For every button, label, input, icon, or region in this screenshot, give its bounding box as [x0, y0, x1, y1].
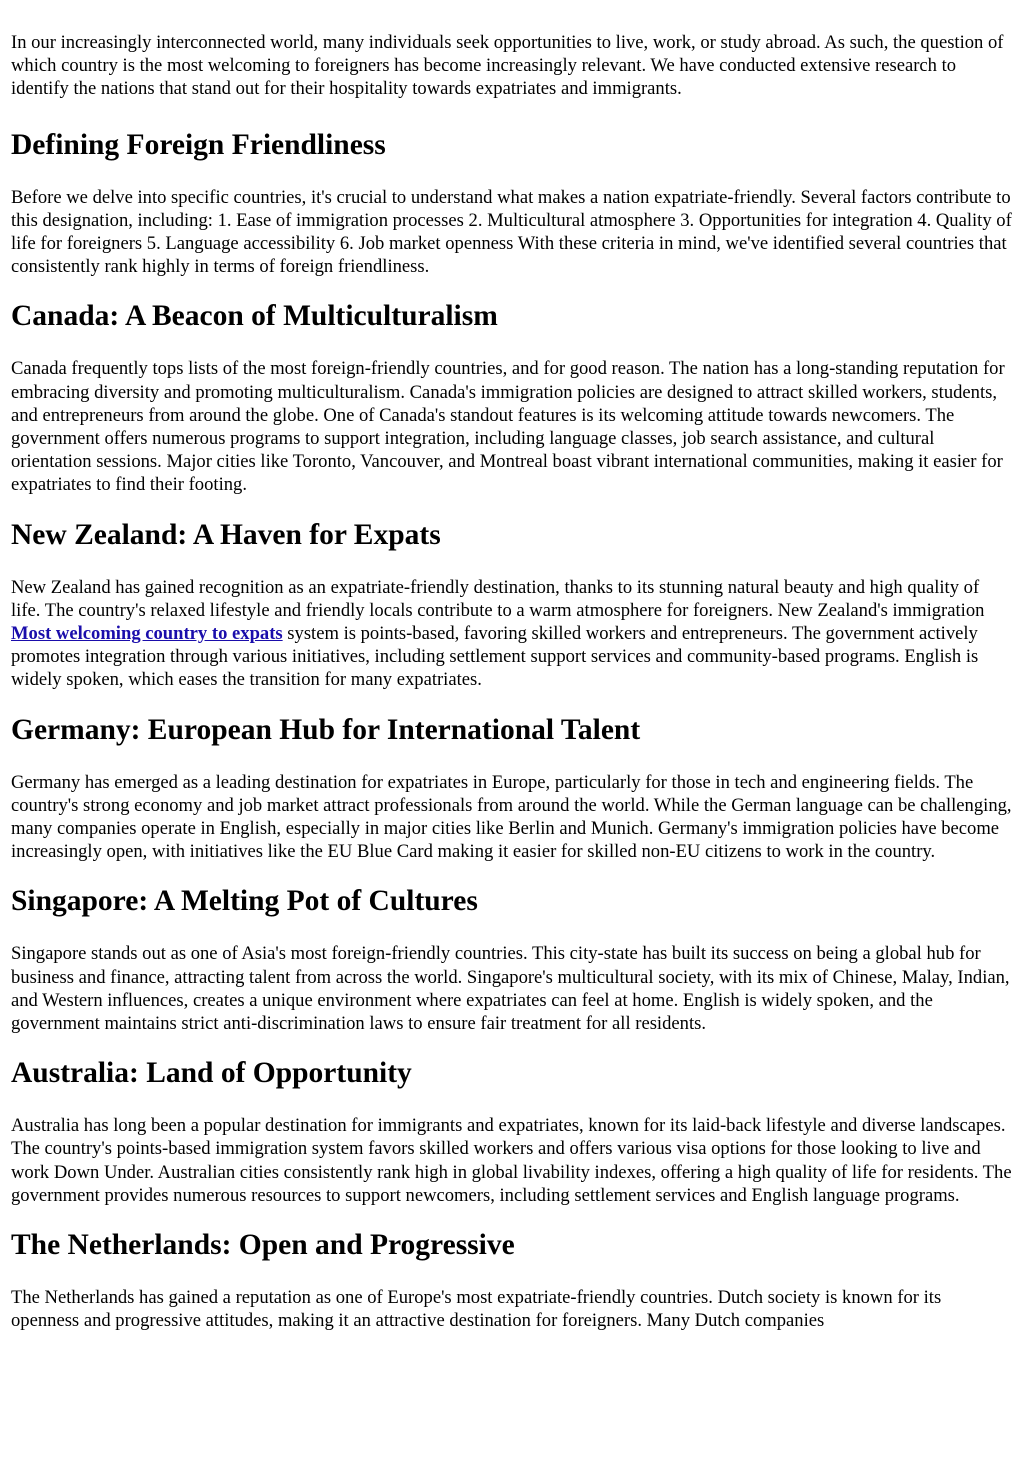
section-heading: Singapore: A Melting Pot of Cultures	[11, 885, 478, 918]
section-heading: Australia: Land of Opportunity	[11, 1057, 412, 1090]
section-body: Canada frequently tops lists of the most foreign-friendly countries, and for good reason. The nation has a long-standing reputation for embracing diversity and promoting multiculturalism. Canada's immigration policies are designed to attract skilled workers, students, and entrepreneurs from around the globe. One of Canada's standout features is its welcoming attitude towards newcomers. The government offers numerous programs to support integration, including language classes, job search assistance, and cultural orientation sessions. Major cities like Toronto, Vancouver, and Montreal boast vibrant international communities, making it easier for expatriates to find their footing.	[11, 358, 1005, 496]
section-body	[11, 576, 1013, 692]
section-heading: Defining Foreign Friendliness	[11, 128, 386, 161]
section-heading: Canada: A Beacon of Multiculturalism	[11, 300, 498, 333]
article	[0, 31, 1024, 1333]
section-netherlands	[11, 1228, 1013, 1332]
inline-article-link[interactable]: Most welcoming country to expats	[11, 623, 283, 645]
section-body: Germany has emerged as a leading destination for expatriates in Europe, particularly for those in tech and engineering fields. The country's strong economy and job market attract professionals from around the world. While the German language can be challenging, many companies operate in English, especially in major cities like Berlin and Munich. Germany's immigration policies have become increasingly open, with initiatives like the EU Blue Card making it easier for skilled non-EU citizens to work in the country.	[11, 771, 1012, 863]
section-germany	[11, 713, 1013, 864]
section-canada	[11, 299, 1013, 496]
section-heading: New Zealand: A Haven for Expats	[11, 518, 441, 551]
section-body: The Netherlands has gained a reputation as one of Europe's most expatriate-friendly countries. Dutch society is known for its openness and progressive attitudes, making it an attractive destination for foreigners. Many Dutch companies	[11, 1287, 942, 1332]
section-heading: The Netherlands: Open and Progressive	[11, 1229, 515, 1262]
section-body: Before we delve into specific countries, it's crucial to understand what makes a nation expatriate-friendly. Several factors contribute to this designation, including: 1. Ease of immigration processes 2. Multicultural atmosphere 3. Opportunities for integration 4. Quality of life for foreigners 5. Language accessibility 6. Job market openness With these criteria in mind, we've identified several countries that consistently rank highly in terms of foreign friendliness.	[11, 186, 1012, 278]
section-defining	[11, 128, 1013, 279]
section-australia	[11, 1056, 1013, 1207]
section-body: Australia has long been a popular destination for immigrants and expatriates, known for its laid-back lifestyle and diverse landscapes. The country's points-based immigration system favors skilled workers and offers various visa options for those looking to live and work Down Under. Australian cities consistently rank high in global livability indexes, offering a high quality of life for residents. The government provides numerous resources to support newcomers, including settlement services and English language programs.	[11, 1115, 1012, 1206]
section-heading: Germany: European Hub for International Talent	[11, 713, 641, 746]
section-body: Singapore stands out as one of Asia's most foreign-friendly countries. This city-state has built its success on being a global hub for business and finance, attracting talent from across the world. Singapore's multicultural society, with its mix of Chinese, Malay, Indian, and Western influences, creates a unique environment where expatriates can feel at home. English is widely spoken, and the government maintains strict anti-discrimination laws to ensure fair treatment for all residents.	[11, 943, 1010, 1035]
intro-paragraph: In our increasingly interconnected world, many individuals seek opportunities to live, work, or study abroad. As such, the question of which country is the most welcoming to foreigners has become increasingly relevant. We have conducted extensive research to identify the nations that stand out for their hospitality towards expatriates and immigrants.	[11, 32, 1004, 100]
body-text-after-link: system is points-based, favoring skilled workers and entrepreneurs. The government actively promotes integration through various initiatives, including settlement support services and community-based programs. English is widely spoken, which eases the transition for many expatriates.	[11, 623, 979, 691]
section-singapore	[11, 884, 1013, 1035]
body-text-before-link: New Zealand has gained recognition as an expatriate-friendly destination, thanks to its stunning natural beauty and high quality of life. The country's relaxed lifestyle and friendly locals contribute to a warm atmosphere for foreigners. New Zealand's immigration	[11, 576, 985, 621]
section-new-zealand	[11, 518, 1013, 692]
